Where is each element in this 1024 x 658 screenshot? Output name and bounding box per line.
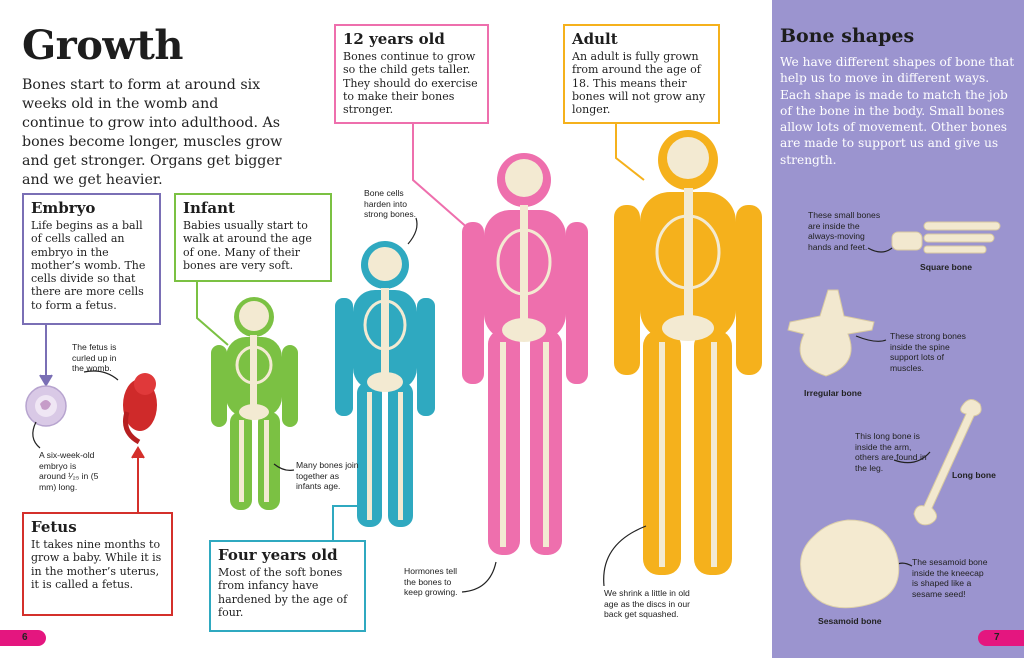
square-bone-image xyxy=(892,222,1000,253)
infant-figure xyxy=(211,297,298,510)
embryo-box xyxy=(22,193,161,325)
shrink-note: We shrink a little in old age as the discs in our back get squashed. xyxy=(604,588,690,619)
long-bone-label: Long bone xyxy=(952,470,996,480)
twelve-years-box xyxy=(334,24,489,124)
sesamoid-bone-label: Sesamoid bone xyxy=(818,616,882,626)
bone-shapes-title: Bone shapes xyxy=(780,25,915,47)
fetus-title: Fetus xyxy=(31,518,77,536)
adult-figure xyxy=(614,130,762,575)
fetus-curled-note: The fetus is curled up in the womb. xyxy=(72,342,117,373)
four-years-title: Four years old xyxy=(218,546,338,564)
twelve-years-title: 12 years old xyxy=(343,30,445,48)
embryo-size-note: A six-week-old embryo is around ¹⁄₂₅ in (5 mm) long. xyxy=(39,450,99,492)
fetus-image xyxy=(123,373,157,442)
four-years-box xyxy=(209,540,366,632)
adult-box xyxy=(563,24,720,124)
bones-join-note: Many bones join together as infants age. xyxy=(296,460,359,491)
fetus-box xyxy=(22,512,173,616)
twelve-years-text: Bones continue to grow so the child gets taller. They should do exercise to make their bones stronger. xyxy=(343,50,478,117)
sesamoid-bone-note: The sesamoid bone inside the kneecap is shaped like a sesame seed! xyxy=(912,557,988,599)
page-number-left: 6 xyxy=(0,630,46,646)
embryo-text: Life begins as a ball of cells called an embryo in the mother’s womb. The cells divide so that there are more cells to form a fetus. xyxy=(31,219,146,312)
infant-box xyxy=(174,193,332,282)
infant-title: Infant xyxy=(183,199,235,217)
bone-shapes-text: We have different shapes of bone that help us to move in different ways. Each shape is made to match the job of the bone in the body. Small bones allow lots of movement. Other bones are made to support us and give us strength. xyxy=(780,55,1015,167)
adult-text: An adult is fully grown from around the age of 18. This means their bones will not grow any longer. xyxy=(572,50,706,117)
intro-text: Bones start to form at around six weeks old in the womb and continue to grow into adulthood. As bones become longer, muscles grow and get stronger. Organs get bigger and we get heavier. xyxy=(22,77,283,188)
square-bone-label: Square bone xyxy=(920,262,973,272)
irregular-bone-label: Irregular bone xyxy=(804,388,862,398)
hormones-note: Hormones tell the bones to keep growing. xyxy=(404,566,458,597)
irregular-bone-image xyxy=(788,290,874,376)
infant-connector xyxy=(197,282,228,345)
long-bone-note: This long bone is inside the arm, others are found in the leg. xyxy=(855,431,927,473)
sesamoid-bone-image xyxy=(801,520,899,608)
square-bone-note: These small bones are inside the always-moving hands and feet. xyxy=(808,210,881,252)
fetus-text: It takes nine months to grow a baby. While it is in the mother’s uterus, it is called a fetus. xyxy=(31,538,162,591)
embryo-image xyxy=(26,386,66,426)
embryo-title: Embryo xyxy=(31,199,96,217)
embryo-arrow xyxy=(40,375,52,385)
adult-title: Adult xyxy=(572,30,618,48)
page-number-right: 7 xyxy=(978,630,1024,646)
four-years-text: Most of the soft bones from infancy have hardened by the age of four. xyxy=(218,566,348,619)
page-title: Growth xyxy=(22,22,183,69)
infant-text: Babies usually start to walk at around the age of one. Many of their bones are very soft. xyxy=(183,219,312,272)
twelve-years-figure xyxy=(462,153,588,555)
bone-cells-note: Bone cells harden into strong bones. xyxy=(364,188,417,219)
irregular-bone-note: These strong bones inside the spine support lots of muscles. xyxy=(890,331,966,373)
fetus-arrow xyxy=(132,448,144,458)
adult-connector xyxy=(616,124,644,180)
